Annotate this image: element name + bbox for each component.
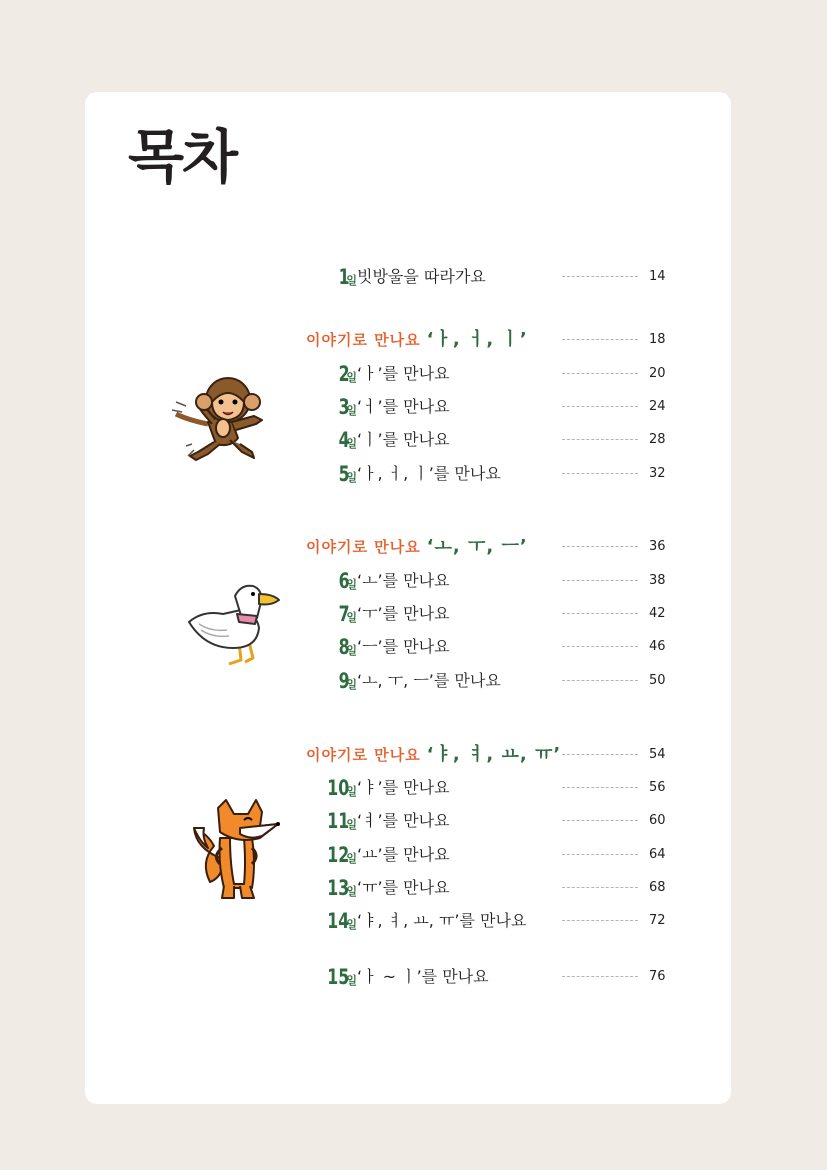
day-number: 2일 [338,362,357,386]
toc-label: ‘ㅡ’를 만나요 [357,637,450,656]
page-number: 20 [649,366,666,381]
page-number: 68 [649,880,666,895]
dotted-leader [562,680,638,681]
story-heading: 이야기로 만나요 ‘ㅗ, ㅜ, ㅡ’ [306,536,528,557]
day-number: 10일 [327,776,357,800]
dotted-leader [562,787,638,788]
page-number: 18 [649,332,666,347]
toc-label: ‘ㅗ, ㅜ, ㅡ’를 만나요 [357,671,501,690]
day-number: 14일 [327,909,357,933]
toc-story-row[interactable] [0,325,827,355]
page-number: 38 [649,573,666,588]
toc-day-row[interactable] [0,873,827,903]
page-number: 60 [649,813,666,828]
dotted-leader [562,276,638,277]
page-number: 36 [649,539,666,554]
toc-label: ‘ㅠ’를 만나요 [357,878,450,897]
toc-day-row[interactable] [0,840,827,870]
day-number: 1일 [338,265,357,289]
toc-story-row[interactable] [0,740,827,770]
toc-day-row[interactable] [0,773,827,803]
toc-day-row[interactable] [0,962,827,992]
dotted-leader [562,646,638,647]
dotted-leader [562,820,638,821]
toc-day-row[interactable] [0,566,827,596]
toc-label: ‘ㅏ ~ ㅣ’를 만나요 [357,967,489,986]
dotted-leader [562,473,638,474]
toc-day-row[interactable] [0,666,827,696]
day-number: 12일 [327,843,357,867]
toc-label: ‘ㅛ’를 만나요 [357,845,450,864]
day-number: 5일 [338,462,357,486]
page-number: 54 [649,747,666,762]
page-number: 50 [649,673,666,688]
day-number: 3일 [338,395,357,419]
dotted-leader [562,546,638,547]
toc-day-row[interactable] [0,459,827,489]
toc-story-row[interactable] [0,532,827,562]
toc-label: ‘ㅑ’를 만나요 [357,778,450,797]
dotted-leader [562,580,638,581]
toc-label: ‘ㅕ’를 만나요 [357,811,450,830]
page-title: 목차 [128,123,237,191]
dotted-leader [562,373,638,374]
day-number: 9일 [338,669,357,693]
dotted-leader [562,976,638,977]
toc-label: ‘ㅏ, ㅓ, ㅣ’를 만나요 [357,464,501,483]
toc-label: ‘ㅏ’를 만나요 [357,364,450,383]
toc-label: ‘ㅜ’를 만나요 [357,604,450,623]
page-number: 14 [649,269,666,284]
page-number: 32 [649,466,666,481]
toc-day-row[interactable] [0,262,827,292]
toc-label: ‘ㅣ’를 만나요 [357,430,450,449]
day-number: 15일 [327,965,357,989]
toc-label: ‘ㅑ, ㅕ, ㅛ, ㅠ’를 만나요 [357,911,527,930]
toc-card [85,92,731,1104]
dotted-leader [562,887,638,888]
dotted-leader [562,339,638,340]
toc-label: 빗방울을 따라가요 [357,267,486,286]
page-number: 64 [649,847,666,862]
day-number: 7일 [338,602,357,626]
page-number: 76 [649,969,666,984]
toc-day-row[interactable] [0,599,827,629]
dotted-leader [562,754,638,755]
day-number: 13일 [327,876,357,900]
story-heading: 이야기로 만나요 ‘ㅑ, ㅕ, ㅛ, ㅠ’ [306,744,562,765]
toc-day-row[interactable] [0,425,827,455]
story-heading: 이야기로 만나요 ‘ㅏ, ㅓ, ㅣ’ [306,329,528,350]
day-number: 8일 [338,635,357,659]
dotted-leader [562,406,638,407]
toc-label: ‘ㅗ’를 만나요 [357,571,450,590]
day-number: 11일 [327,809,357,833]
page-number: 72 [649,913,666,928]
toc-day-row[interactable] [0,906,827,936]
day-number: 4일 [338,428,357,452]
toc-day-row[interactable] [0,359,827,389]
page-number: 56 [649,780,666,795]
dotted-leader [562,854,638,855]
monkey-icon [168,372,276,464]
duck-icon [183,580,283,672]
page-number: 46 [649,639,666,654]
page-number: 28 [649,432,666,447]
dotted-leader [562,920,638,921]
page-number: 24 [649,399,666,414]
toc-day-row[interactable] [0,632,827,662]
day-number: 6일 [338,569,357,593]
dotted-leader [562,613,638,614]
toc-day-row[interactable] [0,806,827,836]
toc-day-row[interactable] [0,392,827,422]
fox-icon [190,798,282,902]
toc-label: ‘ㅓ’를 만나요 [357,397,450,416]
page-number: 42 [649,606,666,621]
dotted-leader [562,439,638,440]
